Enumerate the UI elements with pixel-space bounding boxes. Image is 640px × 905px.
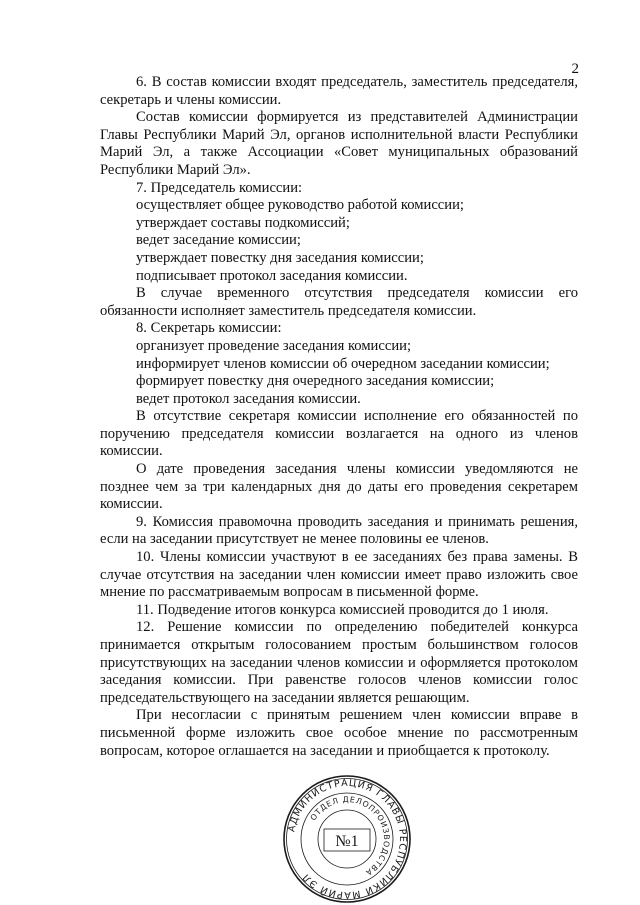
paragraph-9: 9. Комиссия правомочна проводить заседания и принимать решения, если на заседании присутствует не менее половины ее членов. [100, 513, 578, 548]
paragraph-7-heading: 7. Председатель комиссии: [136, 179, 303, 196]
chairman-duty: утверждает повестку дня заседания комиссии; [136, 249, 424, 266]
paragraph-6-formation: Состав комиссии формируется из представителей Администрации Главы Республики Марий Эл, органов исполнительной власти Республики Марий Эл, а также Ассоциации «Совет муниципальных образований Республики Марий Эл». [100, 109, 578, 178]
paragraph-10: 10. Члены комиссии участвуют в ее заседаниях без права замены. В случае отсутствия на заседании член комиссии имеет право изложить свое мнение по рассматриваемым вопросам в письменной форме. [100, 549, 578, 601]
stamp-outer-text: АДМИНИСТРАЦИЯ ГЛАВЫ РЕСПУБЛИКИ МАРИЙ ЭЛ [286, 777, 409, 901]
paragraph-6-composition: 6. В состав комиссии входят председатель, заместитель председателя, секретарь и члены комиссии. [100, 74, 578, 108]
secretary-duty: формирует повестку дня очередного заседания комиссии; [136, 373, 495, 390]
document-body [100, 74, 578, 760]
chairman-duty: осуществляет общее руководство работой комиссии; [136, 197, 464, 214]
stamp-inner-text: ОТДЕЛ ДЕЛОПРОИЗВОДСТВА [308, 794, 392, 878]
chairman-duty: утверждает составы подкомиссий; [136, 214, 350, 231]
page-number: 2 [571, 61, 579, 77]
secretary-duty: информирует членов комиссии об очередном заседании комиссии; [136, 355, 550, 372]
paragraph-8-heading: 8. Секретарь комиссии: [136, 320, 282, 337]
official-stamp [282, 774, 412, 904]
notification-paragraph: О дате проведения заседания члены комиссии уведомляются не позднее чем за три календарных дня до даты его проведения секретарем комиссии. [100, 461, 578, 513]
disagreement-paragraph: При несогласии с принятым решением член комиссии вправе в письменной форме изложить свое особое мнение по рассмотренным вопросам, которое оглашается на заседании и приобщается к протоколу. [100, 707, 578, 759]
stamp-number: №1 [335, 833, 359, 850]
secretary-duty: ведет протокол заседания комиссии. [136, 390, 361, 407]
secretary-duty: организует проведение заседания комиссии; [136, 337, 411, 354]
chairman-absence-paragraph: В случае временного отсутствия председателя комиссии его обязанности исполняет заместитель председателя комиссии. [100, 285, 578, 319]
chairman-duty: подписывает протокол заседания комиссии. [136, 267, 408, 284]
secretary-absence-paragraph: В отсутствие секретаря комиссии исполнение его обязанностей по поручению председателя комиссии возлагается на одного из членов комиссии. [100, 408, 578, 460]
paragraph-11: 11. Подведение итогов конкурса комиссией проводится до 1 июля. [136, 601, 549, 618]
paragraph-12: 12. Решение комиссии по определению победителей конкурса принимается открытым голосованием простым большинством голосов присутствующих на заседании членов комиссии и оформляется протоколом заседания комиссии. При равенстве голосов членов комиссии голос председательствующего на заседании является решающим. [100, 619, 578, 706]
chairman-duty: ведет заседание комиссии; [136, 232, 301, 249]
